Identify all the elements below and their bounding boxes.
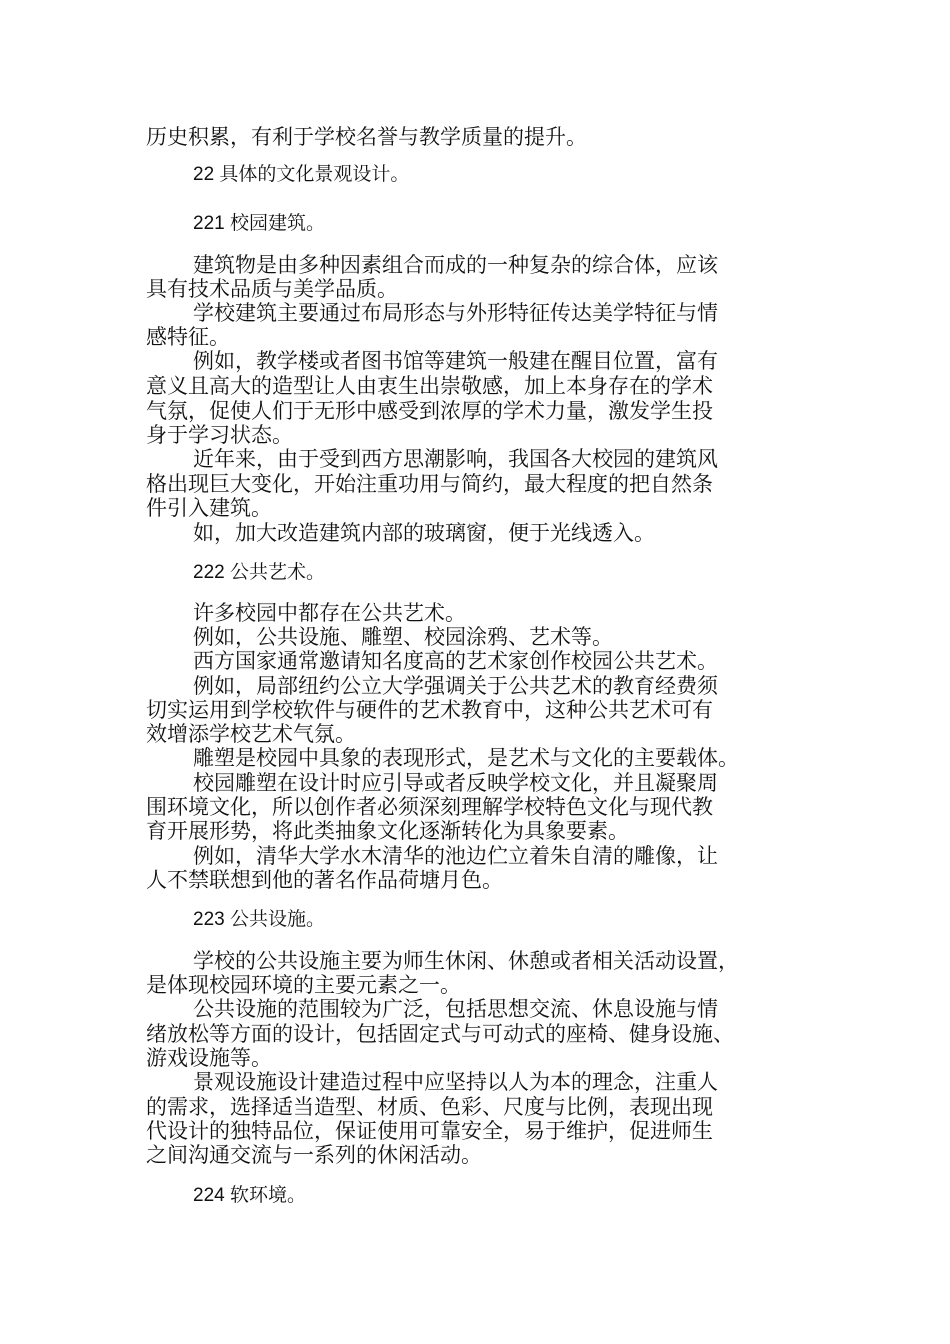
paragraph-line: 气氛，促使人们于无形中感受到浓厚的学术力量，激发学生投	[146, 399, 713, 423]
paragraph-line: 意义且高大的造型让人由衷生出崇敬感，加上本身存在的学术	[146, 374, 713, 398]
paragraph-line: 切实运用到学校软件与硬件的艺术教育中，这种公共艺术可有	[146, 698, 713, 722]
paragraph-line: 之间沟通交流与一系列的休闲活动。	[146, 1143, 482, 1167]
subsection-heading: 224 软环境。	[193, 1185, 306, 1206]
paragraph-line: 效增添学校艺术气氛。	[146, 722, 356, 746]
paragraph-line: 具有技术品质与美学品质。	[146, 277, 398, 301]
paragraph-line: 育开展形势，将此类抽象文化逐渐转化为具象要素。	[146, 819, 629, 843]
paragraph-line: 雕塑是校园中具象的表现形式，是艺术与文化的主要载体。	[193, 746, 739, 770]
subsection-heading: 223 公共设施。	[193, 909, 325, 930]
paragraph-line: 例如，教学楼或者图书馆等建筑一般建在醒目位置，富有	[193, 349, 718, 373]
paragraph-line: 西方国家通常邀请知名度高的艺术家创作校园公共艺术。	[193, 649, 718, 673]
paragraph-line: 学校的公共设施主要为师生休闲、休憩或者相关活动设置，	[193, 949, 739, 973]
paragraph-line: 身于学习状态。	[146, 423, 293, 447]
paragraph-line: 代设计的独特品位，保证使用可靠安全，易于维护，促进师生	[146, 1119, 713, 1143]
paragraph-line: 例如，局部纽约公立大学强调关于公共艺术的教育经费须	[193, 674, 718, 698]
paragraph-line: 例如，公共设施、雕塑、校园涂鸦、艺术等。	[193, 625, 613, 649]
paragraph-line: 学校建筑主要通过布局形态与外形特征传达美学特征与情	[193, 301, 718, 325]
paragraph-line: 的需求，选择适当造型、材质、色彩、尺度与比例，表现出现	[146, 1095, 713, 1119]
paragraph-line: 校园雕塑在设计时应引导或者反映学校文化，并且凝聚周	[193, 771, 718, 795]
paragraph-line: 如，加大改造建筑内部的玻璃窗，便于光线透入。	[193, 521, 655, 545]
subsection-heading: 222 公共艺术。	[193, 562, 325, 583]
paragraph-line: 许多校园中都存在公共艺术。	[193, 601, 466, 625]
section-heading: 22 具体的文化景观设计。	[193, 164, 410, 185]
paragraph-line: 公共设施的范围较为广泛，包括思想交流、休息设施与情	[193, 997, 718, 1021]
paragraph-line: 是体现校园环境的主要元素之一。	[146, 973, 461, 997]
paragraph-line: 件引入建筑。	[146, 496, 272, 520]
paragraph-line: 绪放松等方面的设计，包括固定式与可动式的座椅、健身设施、	[146, 1022, 734, 1046]
paragraph-line: 人不禁联想到他的著名作品荷塘月色。	[146, 868, 503, 892]
subsection-heading: 221 校园建筑。	[193, 213, 325, 234]
paragraph-line: 近年来，由于受到西方思潮影响，我国各大校园的建筑风	[193, 447, 718, 471]
paragraph-line: 感特征。	[146, 325, 230, 349]
paragraph-line: 建筑物是由多种因素组合而成的一种复杂的综合体，应该	[193, 253, 718, 277]
paragraph-line: 围环境文化，所以创作者必须深刻理解学校特色文化与现代教	[146, 795, 713, 819]
paragraph-line: 游戏设施等。	[146, 1046, 272, 1070]
paragraph-line: 格出现巨大变化，开始注重功用与简约，最大程度的把自然条	[146, 472, 713, 496]
paragraph-line: 例如，清华大学水木清华的池边伫立着朱自清的雕像，让	[193, 844, 718, 868]
paragraph-line: 景观设施设计建造过程中应坚持以人为本的理念，注重人	[193, 1070, 718, 1094]
paragraph-line: 历史积累，有利于学校名誉与教学质量的提升。	[146, 125, 587, 149]
